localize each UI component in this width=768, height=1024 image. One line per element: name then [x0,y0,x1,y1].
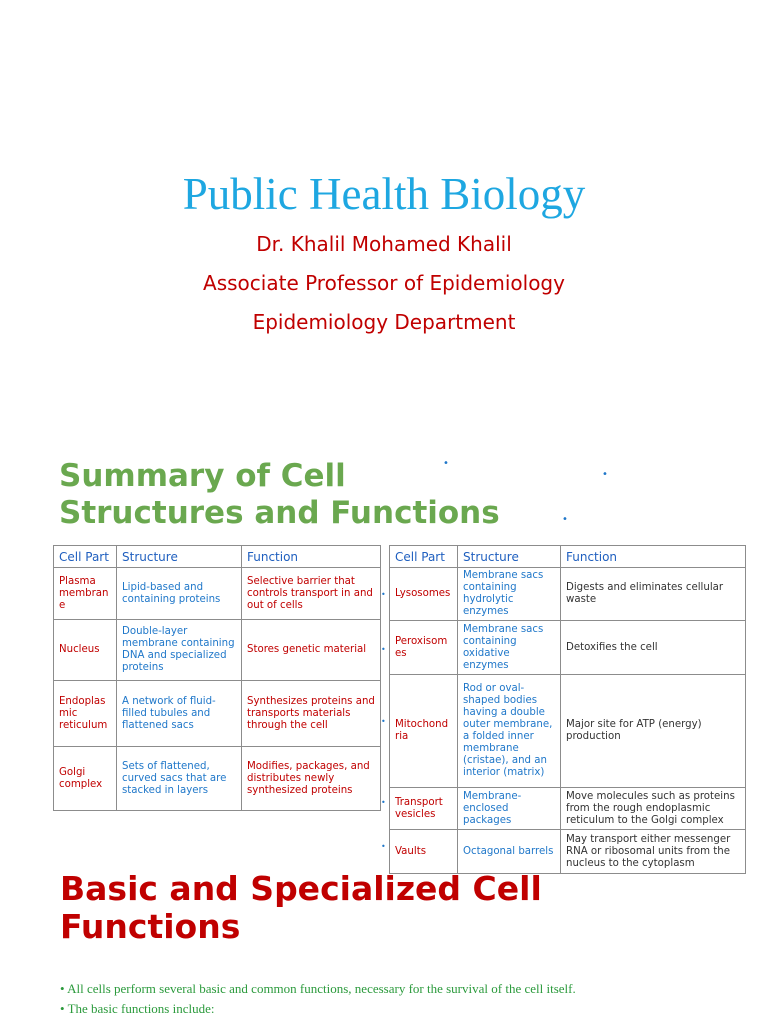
cell-part: Endoplas mic reticulum [54,681,117,747]
cell-structure: Octagonal barrels [458,830,561,874]
header-cell-part: Cell Part [54,546,117,568]
cell-structure: Lipid-based and containing proteins [117,568,242,620]
summary-title [59,458,500,532]
header-structure: Structure [117,546,242,568]
decorative-dot: • [562,514,568,525]
cell-table-right-viewport [380,545,750,869]
cell-part: Golgi complex [54,747,117,811]
cell-table-left [53,545,381,811]
table-row [390,568,746,621]
basic-title-line1: Basic and Specialized Cell [60,869,542,908]
header-function: Function [242,546,381,568]
header-cell-part: Cell Part [390,546,458,568]
basic-functions-title [60,870,542,946]
decorative-dot: • [602,469,608,480]
bullet-item: • All cells perform several basic and common functions, necessary for the survival of the cell itself. [60,981,576,996]
cell-function: Detoxifies the cell [561,621,746,675]
cell-part: Mitochond ria [390,675,458,788]
table-row [390,788,746,830]
row-bullet: • [381,842,386,851]
author-position: Associate Professor of Epidemiology [203,271,565,295]
cell-structure: Membrane-enclosed packages [458,788,561,830]
author-name: Dr. Khalil Mohamed Khalil [256,232,512,256]
table-row [390,830,746,874]
decorative-dot: • [443,458,449,469]
cell-part: Transport vesicles [390,788,458,830]
cell-structure: Membrane sacs containing oxidative enzymes [458,621,561,675]
table-header-row [390,546,746,568]
cell-function: Selective barrier that controls transport in and out of cells [242,568,381,620]
cell-structure: Membrane sacs containing hydrolytic enzymes [458,568,561,621]
row-bullet: • [381,798,386,807]
cell-part: Vaults [390,830,458,874]
cell-function: May transport either messenger RNA or ribosomal units from the nucleus to the cytoplasm [561,830,746,874]
cell-part: Peroxisom es [390,621,458,675]
cell-function: Digests and eliminates cellular waste [561,568,746,621]
cell-function: Stores genetic material [242,620,381,681]
cell-function: Modifies, packages, and distributes newly synthesized proteins [242,747,381,811]
cell-table-right [389,545,746,874]
cell-function: Move molecules such as proteins from the rough endoplasmic reticulum to the Golgi complex [561,788,746,830]
presentation-title: Public Health Biology [182,169,586,219]
table-header-row [54,546,381,568]
table-row [54,568,381,620]
cell-part: Plasma membran e [54,568,117,620]
header-function: Function [561,546,746,568]
summary-title-line2: Structures and Functions [59,495,500,531]
table-row [390,621,746,675]
cell-structure: A network of fluid-filled tubules and flattened sacs [117,681,242,747]
row-bullet: • [381,717,386,726]
header-structure: Structure [458,546,561,568]
table-row [54,747,381,811]
cell-structure: Double-layer membrane containing DNA and specialized proteins [117,620,242,681]
basic-title-line2: Functions [60,907,241,946]
row-bullet: • [381,645,386,654]
table-row [54,681,381,747]
cell-function: Synthesizes proteins and transports materials through the cell [242,681,381,747]
cell-part: Lysosomes [390,568,458,621]
row-bullet: • [381,590,386,599]
cell-function: Major site for ATP (energy) production [561,675,746,788]
cell-structure: Rod or oval-shaped bodies having a double outer membrane, a folded inner membrane (cristae), and an interior (matrix) [458,675,561,788]
cell-structure: Sets of flattened, curved sacs that are stacked in layers [117,747,242,811]
department-name: Epidemiology Department [252,310,516,334]
table-row [390,675,746,788]
summary-title-line1: Summary of Cell [59,458,346,494]
bullet-item: • The basic functions include: [60,1001,215,1016]
cell-part: Nucleus [54,620,117,681]
table-row [54,620,381,681]
